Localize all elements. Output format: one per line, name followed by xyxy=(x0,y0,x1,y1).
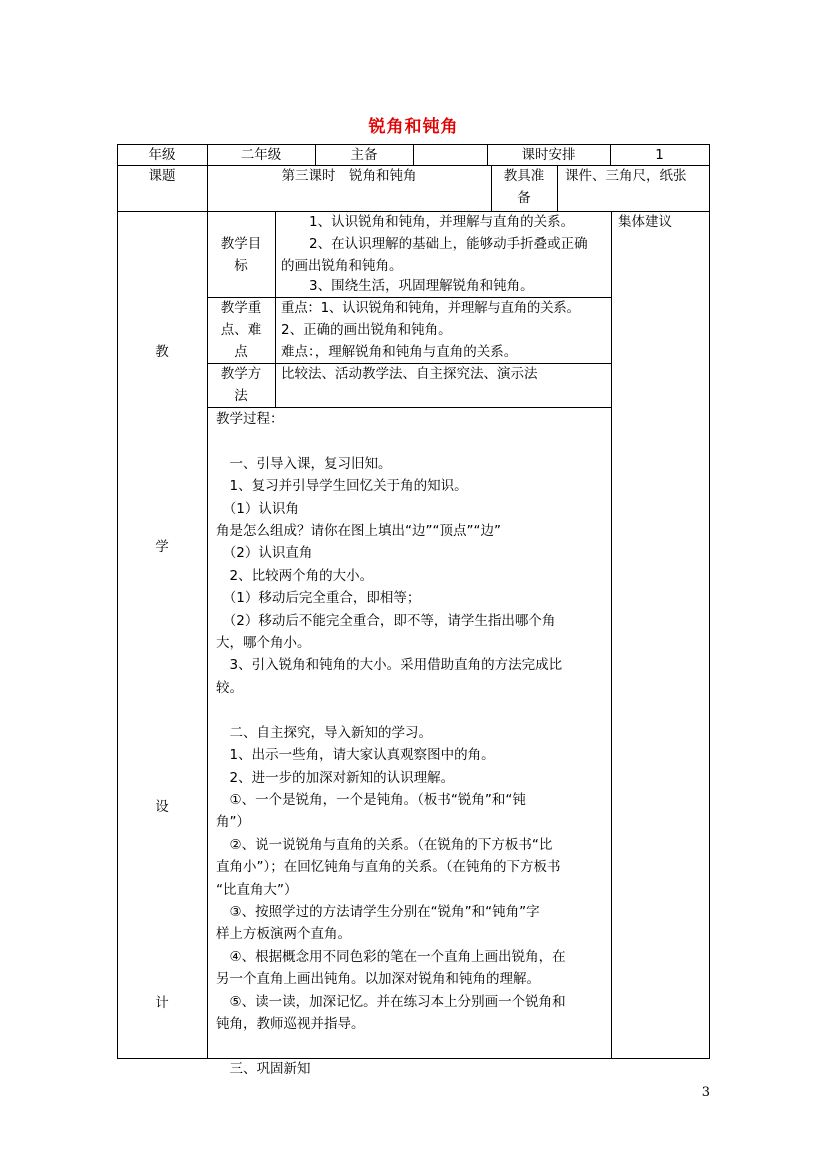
process-line: （1）认识角 xyxy=(216,500,299,517)
goals-label-2: 标 xyxy=(234,258,248,274)
side-label-she: 设 xyxy=(155,799,169,815)
process-line: 2、进一步的加深对新知的认识理解。 xyxy=(216,769,455,786)
process-line xyxy=(216,699,608,721)
aids-label-2: 备 xyxy=(517,190,531,206)
aids-label-1: 教具准 xyxy=(503,168,545,184)
process-line: （2）移动后不能完全重合，即不等，请学生指出哪个角 xyxy=(216,612,556,629)
process-line: 样上方板演两个直角。 xyxy=(216,926,351,943)
process-line: 2、比较两个角的大小。 xyxy=(216,567,374,584)
process-line: 角是怎么组成？请你在图上填出“边”“顶点”“边” xyxy=(216,523,501,540)
suggestion-label: 集体建议 xyxy=(618,214,672,230)
process-line: ③、按照学过的方法请学生分别在“锐角”和“钝角”字 xyxy=(216,903,540,920)
aids-value: 课件、三角尺，纸张 xyxy=(565,168,687,184)
process-line: 教学过程： xyxy=(216,411,284,427)
methods-label-1: 教学方 xyxy=(220,366,262,382)
teaching-process xyxy=(216,408,608,1080)
process-line: 另一个直角上画出钝角。以加深对锐角和钝角的理解。 xyxy=(216,971,540,988)
goals-line-4: 3、围绕生活，巩固理解锐角和钝角。 xyxy=(309,278,534,294)
process-line xyxy=(216,430,608,452)
topic-value: 第三课时 锐角和钝角 xyxy=(281,168,417,184)
page-title: 锐角和钝角 xyxy=(368,117,459,137)
methods-label-2: 法 xyxy=(234,388,248,404)
schedule-value: 1 xyxy=(655,147,664,163)
process-line: 二、自主探究，导入新知的学习。 xyxy=(216,724,432,741)
process-line: 钝角，教师巡视并指导。 xyxy=(216,1015,365,1032)
process-line: ⑤、读一读，加深记忆。并在练习本上分别画一个锐角和 xyxy=(216,993,566,1010)
process-line: （1）移动后完全重合，即相等； xyxy=(216,590,421,607)
process-line: “比直角大”） xyxy=(216,881,298,898)
side-label-ji: 计 xyxy=(155,995,169,1011)
process-line: 较。 xyxy=(216,679,243,696)
keypoints-label-1: 教学重 xyxy=(220,300,262,316)
side-label-jiao: 教 xyxy=(155,344,169,360)
process-line: 3、引入锐角和钝角的大小。采用借助直角的方法完成比 xyxy=(216,657,563,674)
topic-label: 课题 xyxy=(148,168,176,184)
process-line: 1、复习并引导学生回忆关于角的知识。 xyxy=(216,478,468,495)
goals-line-1: 1、认识锐角和钝角，并理解与直角的关系。 xyxy=(309,214,575,230)
keypoints-line-1: 重点：1、认识锐角和钝角，并理解与直角的关系。 xyxy=(281,300,580,316)
prep-label: 主备 xyxy=(350,147,378,163)
process-line: 角”） xyxy=(216,814,250,831)
process-line: （2）认识直角 xyxy=(216,545,313,562)
grade-label: 年级 xyxy=(148,147,176,163)
process-line: ①、一个是锐角，一个是钝角。（板书“锐角”和“钝 xyxy=(216,791,526,808)
process-line: 一、引导入课，复习旧知。 xyxy=(216,455,392,472)
process-line: 大，哪个角小。 xyxy=(216,635,311,652)
keypoints-line-2: 2、正确的画出锐角和钝角。 xyxy=(281,322,452,338)
keypoints-line-3: 难点：，理解锐角和钝角与直角的关系。 xyxy=(281,344,518,360)
schedule-label: 课时安排 xyxy=(521,147,576,163)
page-number: 3 xyxy=(701,1085,710,1100)
side-label-xue: 学 xyxy=(155,539,169,555)
process-line: ②、说一说锐角与直角的关系。（在锐角的下方板书“比 xyxy=(216,836,553,853)
process-line: 三、巩固新知 xyxy=(216,1060,311,1077)
goals-label-1: 教学目 xyxy=(220,236,262,252)
grade-value: 二年级 xyxy=(240,147,282,163)
goals-line-2: 2、在认识理解的基础上，能够动手折叠或正确 xyxy=(309,236,588,252)
keypoints-label-3: 点 xyxy=(234,344,248,360)
process-line: 直角小”）；在回忆钝角与直角的关系。（在钝角的下方板书 xyxy=(216,859,561,876)
methods-value: 比较法、活动教学法、自主探究法、演示法 xyxy=(281,366,538,382)
goals-line-3: 的画出锐角和钝角。 xyxy=(281,258,403,274)
process-line: 1、出示一些角，请大家认真观察图中的角。 xyxy=(216,747,495,764)
process-line xyxy=(216,1035,608,1057)
keypoints-label-2: 点、难 xyxy=(220,322,262,338)
process-line: ④、根据概念用不同色彩的笔在一个直角上画出锐角，在 xyxy=(216,948,566,965)
